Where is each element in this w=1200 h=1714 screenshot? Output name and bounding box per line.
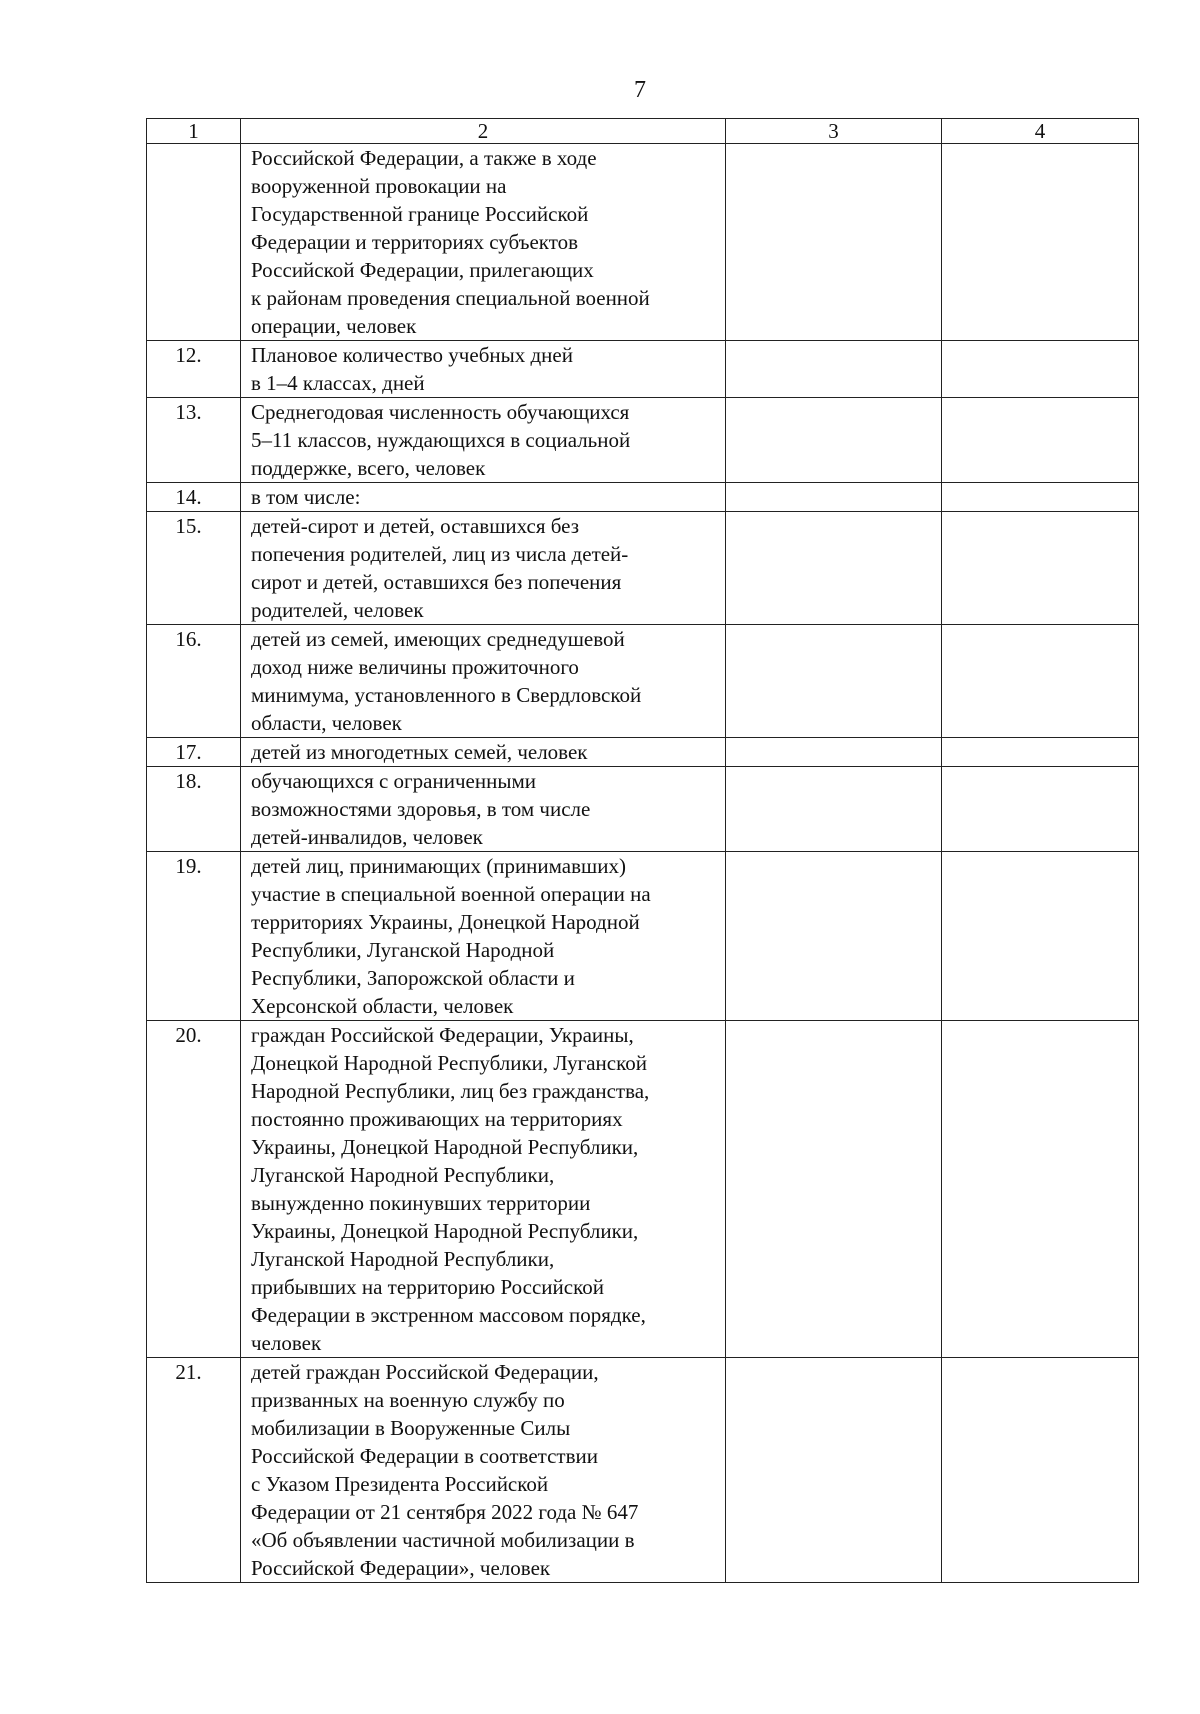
table-row bbox=[147, 1021, 1139, 1358]
row-description bbox=[241, 398, 726, 483]
table-row bbox=[147, 341, 1139, 398]
row-value-col4 bbox=[942, 341, 1139, 398]
column-header-3: 3 bbox=[726, 119, 942, 144]
row-description-text: детей из семей, имеющих среднедушевой доход ниже величины прожиточного минимума, установленного в Свердловской области, человек bbox=[251, 627, 642, 735]
row-number: 13. bbox=[147, 398, 241, 483]
row-description-text: детей-сирот и детей, оставшихся без попечения родителей, лиц из числа детей- сирот и детей, оставшихся без попечения родителей, человек bbox=[251, 514, 629, 622]
row-number: 12. bbox=[147, 341, 241, 398]
row-description-text: в том числе: bbox=[251, 485, 361, 509]
row-value-col4 bbox=[942, 625, 1139, 738]
row-description-text: детей лиц, принимающих (принимавших) участие в специальной военной операции на территориях Украины, Донецкой Народной Республики, Луганской Народной Республики, Запорожской области и Херсонской области, человек bbox=[251, 854, 651, 1018]
row-description bbox=[241, 512, 726, 625]
row-description-text: Среднегодовая численность обучающихся 5–11 классов, нуждающихся в социальной поддержке, всего, человек bbox=[251, 400, 631, 480]
column-header-4: 4 bbox=[942, 119, 1139, 144]
row-value-col3 bbox=[726, 1021, 942, 1358]
row-value-col4 bbox=[942, 144, 1139, 341]
row-value-col4 bbox=[942, 1021, 1139, 1358]
row-value-col4 bbox=[942, 483, 1139, 512]
row-value-col4 bbox=[942, 1358, 1139, 1583]
indicators-table bbox=[146, 118, 1139, 1583]
table-row bbox=[147, 512, 1139, 625]
row-description-text: Российской Федерации, а также в ходе вооруженной провокации на Государственной границе Российской Федерации и территориях субъектов Российской Федерации, прилегающих к районам проведения специальной военной операции, человек bbox=[251, 146, 650, 338]
row-number: 18. bbox=[147, 767, 241, 852]
table-row bbox=[147, 852, 1139, 1021]
row-value-col3 bbox=[726, 738, 942, 767]
row-value-col3 bbox=[726, 1358, 942, 1583]
row-value-col3 bbox=[726, 483, 942, 512]
row-description-text: детей граждан Российской Федерации, призванных на военную службу по мобилизации в Вооруженные Силы Российской Федерации в соответствии с Указом Президента Российской Федерации от 21 сентября 2022 года № 647 «Об объявлении частичной мобилизации в Российской Федерации», человек bbox=[251, 1360, 639, 1580]
row-description bbox=[241, 625, 726, 738]
row-value-col3 bbox=[726, 767, 942, 852]
row-value-col3 bbox=[726, 852, 942, 1021]
table-row bbox=[147, 738, 1139, 767]
table-header-row bbox=[147, 119, 1139, 144]
row-number: 17. bbox=[147, 738, 241, 767]
table-row bbox=[147, 767, 1139, 852]
row-value-col3 bbox=[726, 625, 942, 738]
row-number: 20. bbox=[147, 1021, 241, 1358]
table-row bbox=[147, 483, 1139, 512]
page-number: 7 bbox=[634, 77, 646, 103]
row-number: 14. bbox=[147, 483, 241, 512]
column-header-2: 2 bbox=[241, 119, 726, 144]
column-header-1: 1 bbox=[147, 119, 241, 144]
row-value-col4 bbox=[942, 398, 1139, 483]
row-description-text: граждан Российской Федерации, Украины, Донецкой Народной Республики, Луганской Народной Республики, лиц без гражданства, постоянно проживающих на территориях Украины, Донецкой Народной Республики, Луганской Народной Республики, вынужденно покинувших территории Украины, Донецкой Народной Республики, Луганской Народной Республики, прибывших на территорию Российской Федерации в экстренном массовом порядке, человек bbox=[251, 1023, 650, 1355]
row-value-col3 bbox=[726, 398, 942, 483]
row-value-col4 bbox=[942, 512, 1139, 625]
table-row bbox=[147, 398, 1139, 483]
table-row bbox=[147, 1358, 1139, 1583]
row-description bbox=[241, 852, 726, 1021]
row-value-col3 bbox=[726, 341, 942, 398]
row-description bbox=[241, 1358, 726, 1583]
row-number bbox=[147, 144, 241, 341]
row-description bbox=[241, 144, 726, 341]
row-description bbox=[241, 738, 726, 767]
row-description bbox=[241, 1021, 726, 1358]
row-value-col4 bbox=[942, 852, 1139, 1021]
row-description-text: обучающихся с ограниченными возможностями здоровья, в том числе детей-инвалидов, человек bbox=[251, 769, 591, 849]
row-value-col3 bbox=[726, 144, 942, 341]
row-value-col3 bbox=[726, 512, 942, 625]
row-number: 19. bbox=[147, 852, 241, 1021]
table-row bbox=[147, 144, 1139, 341]
row-value-col4 bbox=[942, 767, 1139, 852]
row-value-col4 bbox=[942, 738, 1139, 767]
row-description-text: Плановое количество учебных дней в 1–4 классах, дней bbox=[251, 343, 573, 395]
row-description bbox=[241, 767, 726, 852]
row-number: 15. bbox=[147, 512, 241, 625]
row-description-text: детей из многодетных семей, человек bbox=[251, 740, 588, 764]
row-description bbox=[241, 341, 726, 398]
row-number: 16. bbox=[147, 625, 241, 738]
table-body bbox=[147, 119, 1139, 1583]
row-number: 21. bbox=[147, 1358, 241, 1583]
row-description bbox=[241, 483, 726, 512]
table-row bbox=[147, 625, 1139, 738]
